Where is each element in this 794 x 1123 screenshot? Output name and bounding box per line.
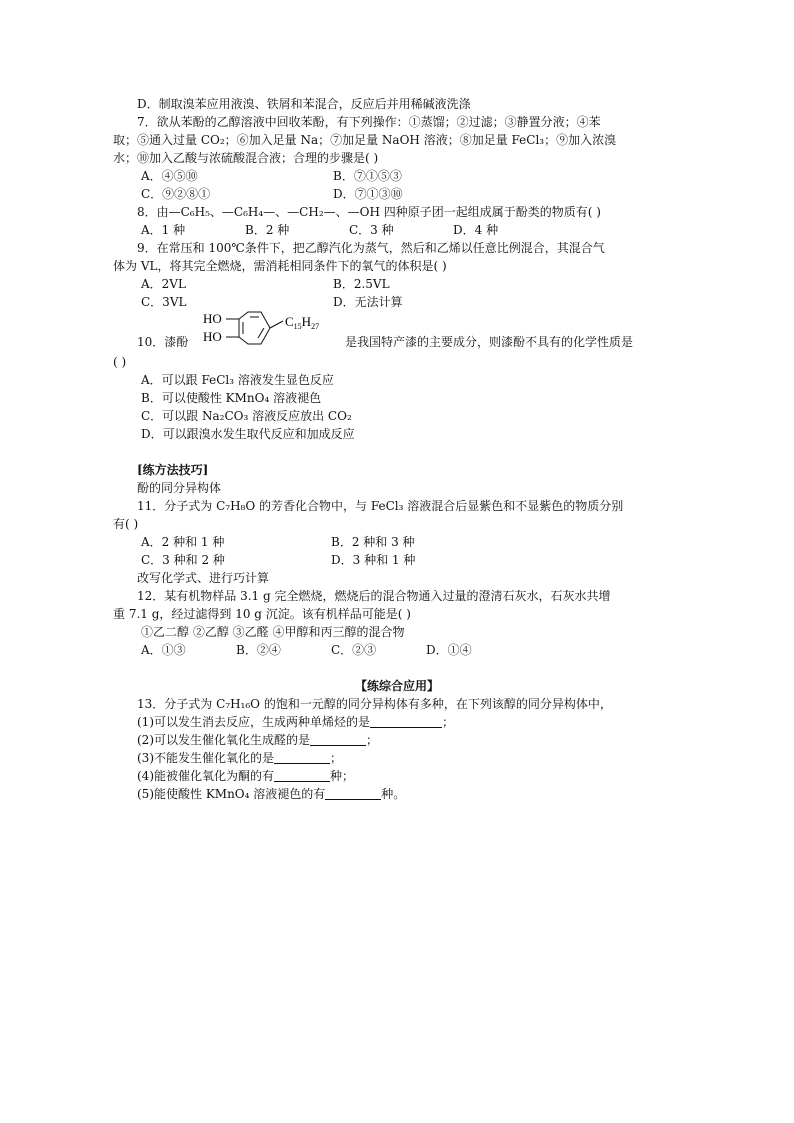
q7-option-d: D．⑦①③⑩ bbox=[333, 187, 403, 201]
q11-option-b: B．2 种和 3 种 bbox=[331, 535, 415, 549]
q9-options-row2 bbox=[113, 293, 681, 311]
q11-stem-line2: 有( ) bbox=[113, 517, 139, 531]
q11-option-a: A．2 种和 1 种 bbox=[141, 535, 225, 549]
q13-part2: (2)可以发生催化氧化生成醛的是 ； bbox=[137, 733, 379, 747]
worksheet-page bbox=[113, 95, 681, 803]
q11-option-c: C．3 种和 2 种 bbox=[141, 553, 225, 567]
q7-option-a: A．④⑤⑩ bbox=[141, 169, 198, 183]
structure-side-chain: $C_{15}H_{27}$ bbox=[285, 314, 320, 331]
q12-options bbox=[113, 641, 681, 659]
q13-part1-blank[interactable] bbox=[370, 714, 442, 728]
q12-option-c: C．②③ bbox=[331, 643, 377, 657]
q13-part3-blank[interactable] bbox=[274, 750, 330, 764]
structure-ho-bottom: HO bbox=[203, 329, 222, 344]
q8-options bbox=[113, 221, 681, 239]
q7-options-row1 bbox=[113, 167, 681, 185]
q7-option-c: C．⑨②⑧① bbox=[141, 187, 211, 201]
q13-part2-blank[interactable] bbox=[310, 732, 366, 746]
q10-stem-line2: ( ) bbox=[113, 355, 127, 369]
q8-option-c: C．3 种 bbox=[349, 223, 394, 237]
q10-option-a: A．可以跟 FeCl₃ 溶液发生显色反应 bbox=[141, 373, 334, 387]
ring-double-bond-2 bbox=[258, 328, 264, 338]
bond-side-chain bbox=[270, 321, 283, 328]
q10-option-c: C．可以跟 Na₂CO₃ 溶液反应放出 CO₂ bbox=[141, 409, 352, 423]
structure-ho-top: HO bbox=[203, 311, 222, 326]
q8-option-b: B．2 种 bbox=[245, 223, 290, 237]
q11-option-d: D．3 种和 1 种 bbox=[331, 553, 416, 567]
section-comprehensive-heading: 【练综合应用】 bbox=[354, 679, 439, 693]
q10-stem-prefix: 10．漆酚 bbox=[137, 335, 189, 349]
subheading-phenol-isomers: 酚的同分异构体 bbox=[137, 481, 222, 495]
section-method-heading: [练方法技巧] bbox=[137, 463, 209, 477]
q7-stem-line2: 取；⑤通入过量 CO₂；⑥加入足量 Na；⑦加足量 NaOH 溶液；⑧加足量 FeCl₃；⑨加入浓溴 bbox=[113, 133, 617, 147]
q9-options-row1 bbox=[113, 275, 681, 293]
q10-stem-suffix: 是我国特产漆的主要成分，则漆酚不具有的化学性质是 bbox=[345, 335, 634, 349]
q7-option-b: B．⑦①⑤③ bbox=[333, 169, 402, 183]
q9-option-d: D．无法计算 bbox=[333, 295, 403, 309]
q10-stem-with-structure bbox=[113, 311, 681, 353]
q12-option-b: B．②④ bbox=[236, 643, 281, 657]
q7-options-row2 bbox=[113, 185, 681, 203]
q12-stem-line1: 12．某有机物样品 3.1 g 完全燃烧，燃烧后的混合物通入过量的澄清石灰水，石灰水共增 bbox=[137, 589, 611, 603]
q13-stem: 13．分子式为 C₇H₁₆O 的饱和一元醇的同分异构体有多种，在下列该醇的同分异构体中， bbox=[137, 697, 612, 711]
q13-part4: (4)能被催化氧化为酮的有 种； bbox=[137, 769, 355, 783]
q7-stem-line3: 水；⑩加入乙酸与浓硫酸混合液；合理的步骤是( ) bbox=[113, 151, 379, 165]
q9-option-c: C．3VL bbox=[141, 295, 187, 309]
q11-options-row1 bbox=[113, 533, 681, 551]
q13-part1: (1)可以发生消去反应，生成两种单烯烃的是 ； bbox=[137, 715, 455, 729]
q12-option-a: A．①③ bbox=[141, 643, 186, 657]
q13-part5: (5)能使酸性 KMnO₄ 溶液褪色的有 种。 bbox=[137, 787, 406, 801]
q12-stem-line2: 重 7.1 g，经过滤得到 10 g 沉淀。该有机样品可能是( ) bbox=[113, 607, 411, 621]
q9-stem-line1: 9．在常压和 100℃条件下，把乙醇汽化为蒸气，然后和乙烯以任意比例混合，其混合气 bbox=[137, 241, 605, 255]
subheading-formula-rewrite: 改写化学式、进行巧计算 bbox=[137, 571, 270, 585]
q7-stem-line1: 7．欲从苯酚的乙醇溶液中回收苯酚，有下列操作：①蒸馏；②过滤；③静置分液；④苯 bbox=[137, 115, 601, 129]
q10-option-b: B．可以使酸性 KMnO₄ 溶液褪色 bbox=[141, 391, 322, 405]
q10-option-d: D．可以跟溴水发生取代反应和加成反应 bbox=[141, 427, 355, 441]
q9-option-a: A．2VL bbox=[141, 277, 186, 291]
q8-option-a: A．1 种 bbox=[141, 223, 186, 237]
q12-candidate-items: ①乙二醇 ②乙醇 ③乙醛 ④甲醇和丙三醇的混合物 bbox=[141, 625, 405, 639]
q11-stem-line1: 11．分子式为 C₇H₈O 的芳香化合物中，与 FeCl₃ 溶液混合后显紫色和不显紫色的物质分别 bbox=[137, 499, 624, 513]
urushiol-structure-diagram bbox=[201, 311, 351, 353]
q6-option-d: D．制取溴苯应用液溴、铁屑和苯混合，反应后并用稀碱液洗涤 bbox=[137, 97, 471, 111]
q12-option-d: D．①④ bbox=[426, 643, 472, 657]
q8-option-d: D．4 种 bbox=[453, 223, 499, 237]
q11-options-row2 bbox=[113, 551, 681, 569]
q13-part3: (3)不能发生催化氧化的是 ； bbox=[137, 751, 343, 765]
q9-stem-line2: 体为 VL，将其完全燃烧，需消耗相同条件下的氧气的体积是( ) bbox=[113, 259, 447, 273]
q13-part4-blank[interactable] bbox=[274, 768, 330, 782]
q8-stem: 8．由—C₆H₅、—C₆H₄—、—CH₂—、—OH 四种原子团一起组成属于酚类的物质有( ) bbox=[137, 205, 601, 219]
q9-option-b: B．2.5VL bbox=[333, 277, 390, 291]
q13-part5-blank[interactable] bbox=[325, 786, 381, 800]
